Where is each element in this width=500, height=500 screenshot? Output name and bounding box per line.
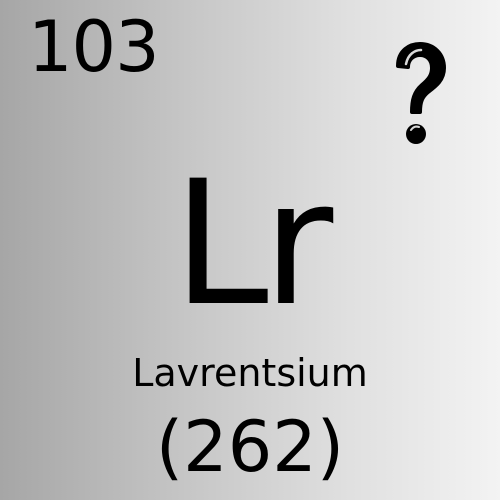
atomic-mass: (262) xyxy=(155,406,345,488)
atomic-number: 103 xyxy=(28,6,159,88)
element-symbol: Lr xyxy=(172,143,328,344)
question-mark-icon xyxy=(386,40,452,148)
element-name: Lavrentsium xyxy=(132,351,368,395)
